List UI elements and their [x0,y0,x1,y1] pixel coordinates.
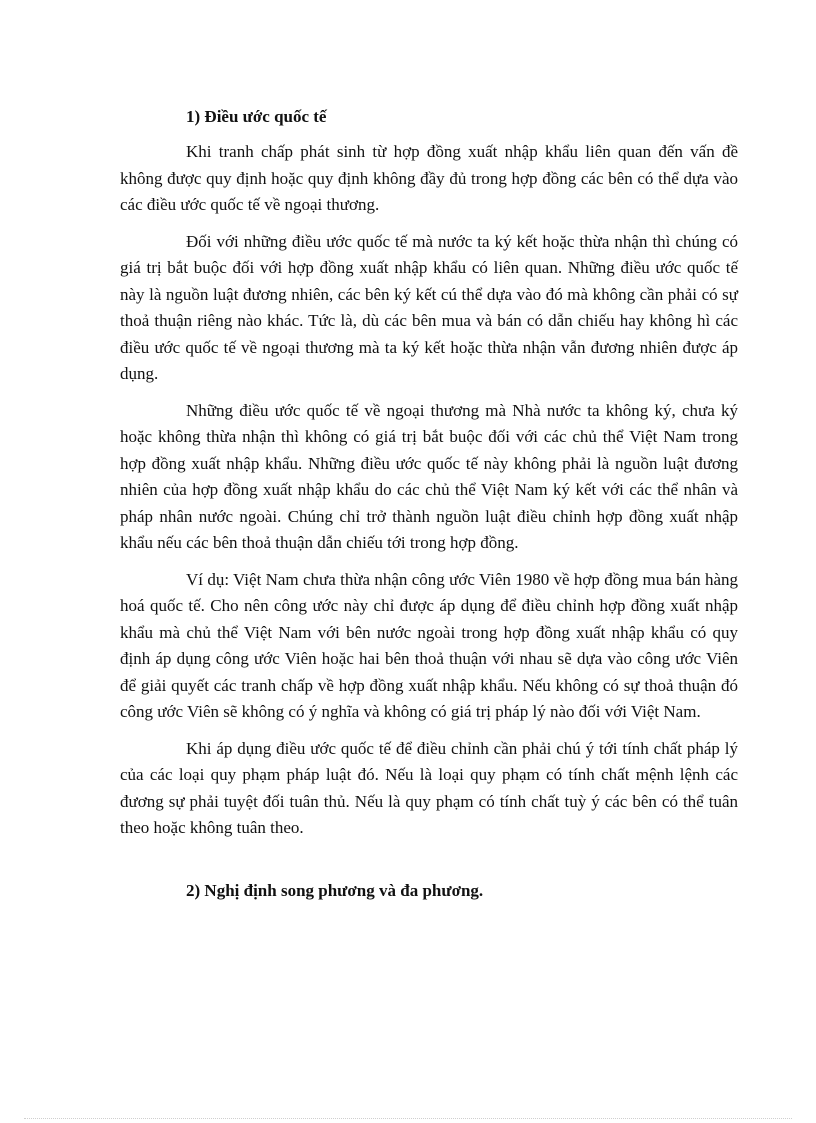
section-1-heading: 1) Điều ước quốc tế [186,107,327,126]
section-1-paragraph-4: Ví dụ: Việt Nam chưa thừa nhận công ước Viên 1980 về hợp đồng mua bán hàng hoá quốc tế. Cho nên công ước này chỉ được áp dụng để điều chỉnh hợp đồng xuất nhập khẩu mà chủ thể Việt Nam với bên nước ngoài trong hợp đồng xuất nhập khẩu có quy định áp dụng công ước Viên hoặc hai bên thoả thuận với nhau sẽ dựa vào công ước Viên để giải quyết các tranh chấp về hợp đồng xuất nhập khẩu. Nếu không có sự thoả thuận đó công ước Viên sẽ không có ý nghĩa và không có giá trị pháp lý nào đối với Việt Nam. [120,569,738,721]
section-1-paragraph-2: Đối với những điều ước quốc tế mà nước ta ký kết hoặc thừa nhận thì chúng có giá trị bắt buộc đối với hợp đồng xuất nhập khẩu có liên quan. Những điều ước quốc tế này là nguồn luật đương nhiên, các bên ký kết cú thể dựa vào đó mà không cần phải có sự thoả thuận riêng nào khác. Tức là, dù các bên mua và bán có dẫn chiếu hay không hì các điều ước quốc tế về ngoại thương mà ta ký kết hoặc thừa nhận vẫn đương nhiên được áp dụng. [120,231,738,383]
document-body [120,104,738,904]
section-1-paragraph-1: Khi tranh chấp phát sinh từ hợp đồng xuất nhập khẩu liên quan đến vấn đề không được quy định hoặc quy định không đầy đủ trong hợp đồng các bên có thể dựa vào các điều ước quốc tế về ngoại thương. [120,142,738,214]
section-1-paragraph-3: Những điều ước quốc tế về ngoại thương mà Nhà nước ta không ký, chưa ký hoặc không thừa nhận thì không có giá trị bắt buộc đối với các chủ thể Việt Nam trong hợp đồng xuất nhập khẩu. Những điều ước quốc tế này không phải là nguồn luật đương nhiên của hợp đồng xuất nhập khẩu do các chủ thể Việt Nam ký kết với các thể nhân và pháp nhân nước ngoài. Chúng chỉ trở thành nguồn luật điều chỉnh hợp đồng xuất nhập khẩu nếu các bên thoả thuận dẫn chiếu tới trong hợp đồng. [120,400,738,552]
section-2-heading: 2) Nghị định song phương và đa phương. [186,880,484,900]
section-1-paragraph-5: Khi áp dụng điều ước quốc tế để điều chỉnh cần phải chú ý tới tính chất pháp lý của các loại quy phạm pháp luật đó. Nếu là loại quy phạm có tính chất mệnh lệnh các đương sự phải tuyệt đối tuân thủ. Nếu là quy phạm có tính chất tuỳ ý các bên có thể tuân theo hoặc không tuân theo. [120,738,738,837]
page-bottom-divider [24,1118,792,1119]
